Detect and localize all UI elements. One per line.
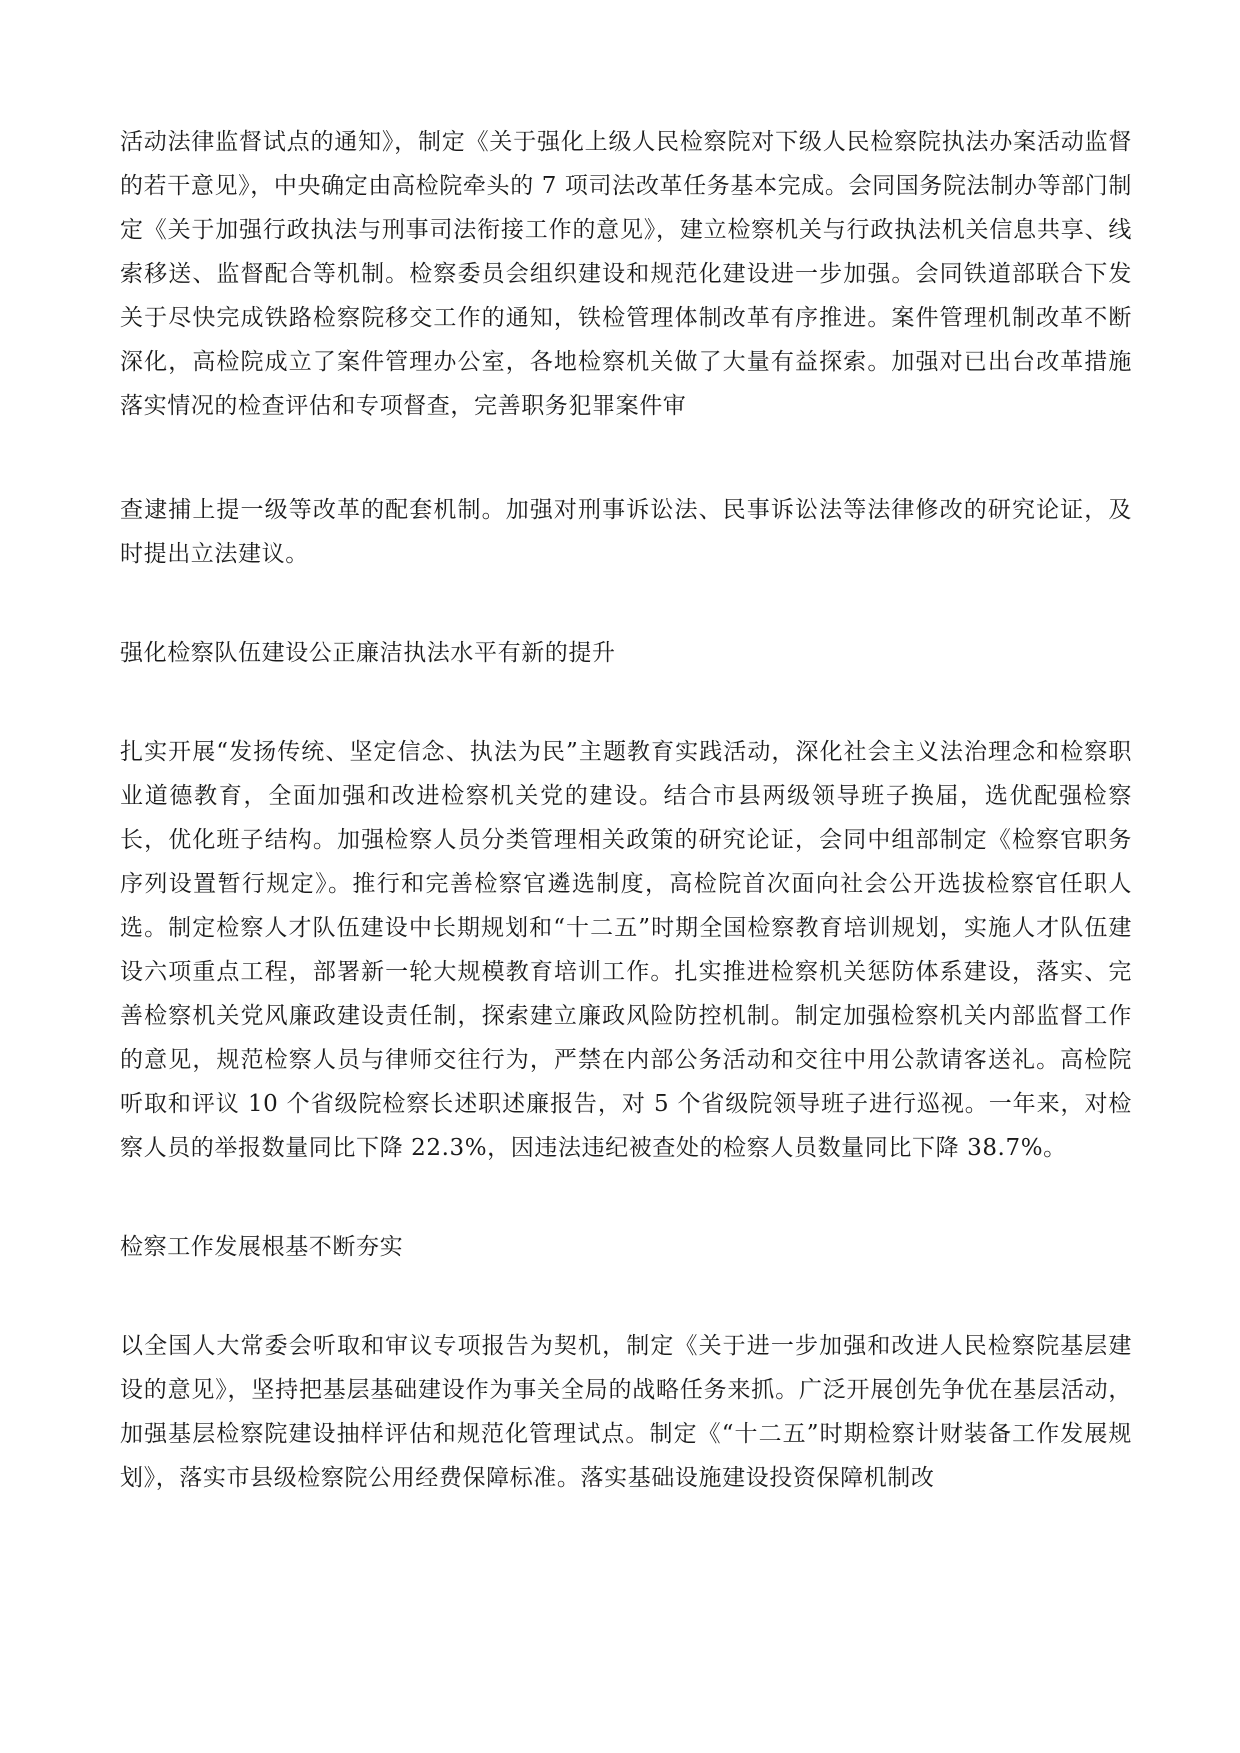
section-heading-team-building: 强化检察队伍建设公正廉洁执法水平有新的提升 [120, 640, 616, 666]
paragraph-foundation: 以全国人大常委会听取和审议专项报告为契机，制定《关于进一步加强和改进人民检察院基层建设的意见》，坚持把基层基础建设作为事关全局的战略任务来抓。广泛开展创先争优在基层活动，加强基层检察院建设抽样评估和规范化管理试点。制定《“十二五”时期检察计财装备工作发展规划》，落实市县级检察院公用经费保障标准。落实基础设施建设投资保障机制改 [120, 1333, 1132, 1491]
document-body [120, 120, 1132, 1500]
paragraph-team-building: 扎实开展“发扬传统、坚定信念、执法为民”主题教育实践活动，深化社会主义法治理念和检察职业道德教育，全面加强和改进检察机关党的建设。结合市县两级领导班子换届，选优配强检察长，优化班子结构。加强检察人员分类管理相关政策的研究论证，会同中组部制定《检察官职务序列设置暂行规定》。推行和完善检察官遴选制度，高检院首次面向社会公开选拔检察官任职人选。制定检察人才队伍建设中长期规划和“十二五”时期全国检察教育培训规划，实施人才队伍建设六项重点工程，部署新一轮大规模教育培训工作。扎实推进检察机关惩防体系建设，落实、完善检察机关党风廉政建设责任制，探索建立廉政风险防控机制。制定加强检察机关内部监督工作的意见，规范检察人员与律师交往行为，严禁在内部公务活动和交往中用公款请客送礼。高检院听取和评议 10 个省级院检察长述职述廉报告，对 5 个省级院领导班子进行巡视。一年来，对检察人员的举报数量同比下降 22.3%，因违法违纪被查处的检察人员数量同比下降 38.7%。 [120, 739, 1132, 1161]
paragraph-reform-continuation: 查逮捕上提一级等改革的配套机制。加强对刑事诉讼法、民事诉讼法等法律修改的研究论证，及时提出立法建议。 [120, 497, 1132, 567]
paragraph-judicial-reform: 活动法律监督试点的通知》，制定《关于强化上级人民检察院对下级人民检察院执法办案活动监督的若干意见》，中央确定由高检院牵头的 7 项司法改革任务基本完成。会同国务院法制办等部门制定《关于加强行政执法与刑事司法衔接工作的意见》，建立检察机关与行政执法机关信息共享、线索移送、监督配合等机制。检察委员会组织建设和规范化建设进一步加强。会同铁道部联合下发关于尽快完成铁路检察院移交工作的通知，铁检管理体制改革有序推进。案件管理机制改革不断深化，高检院成立了案件管理办公室，各地检察机关做了大量有益探索。加强对已出台改革措施落实情况的检查评估和专项督查，完善职务犯罪案件审 [120, 129, 1132, 419]
section-heading-foundation: 检察工作发展根基不断夯实 [120, 1234, 404, 1260]
